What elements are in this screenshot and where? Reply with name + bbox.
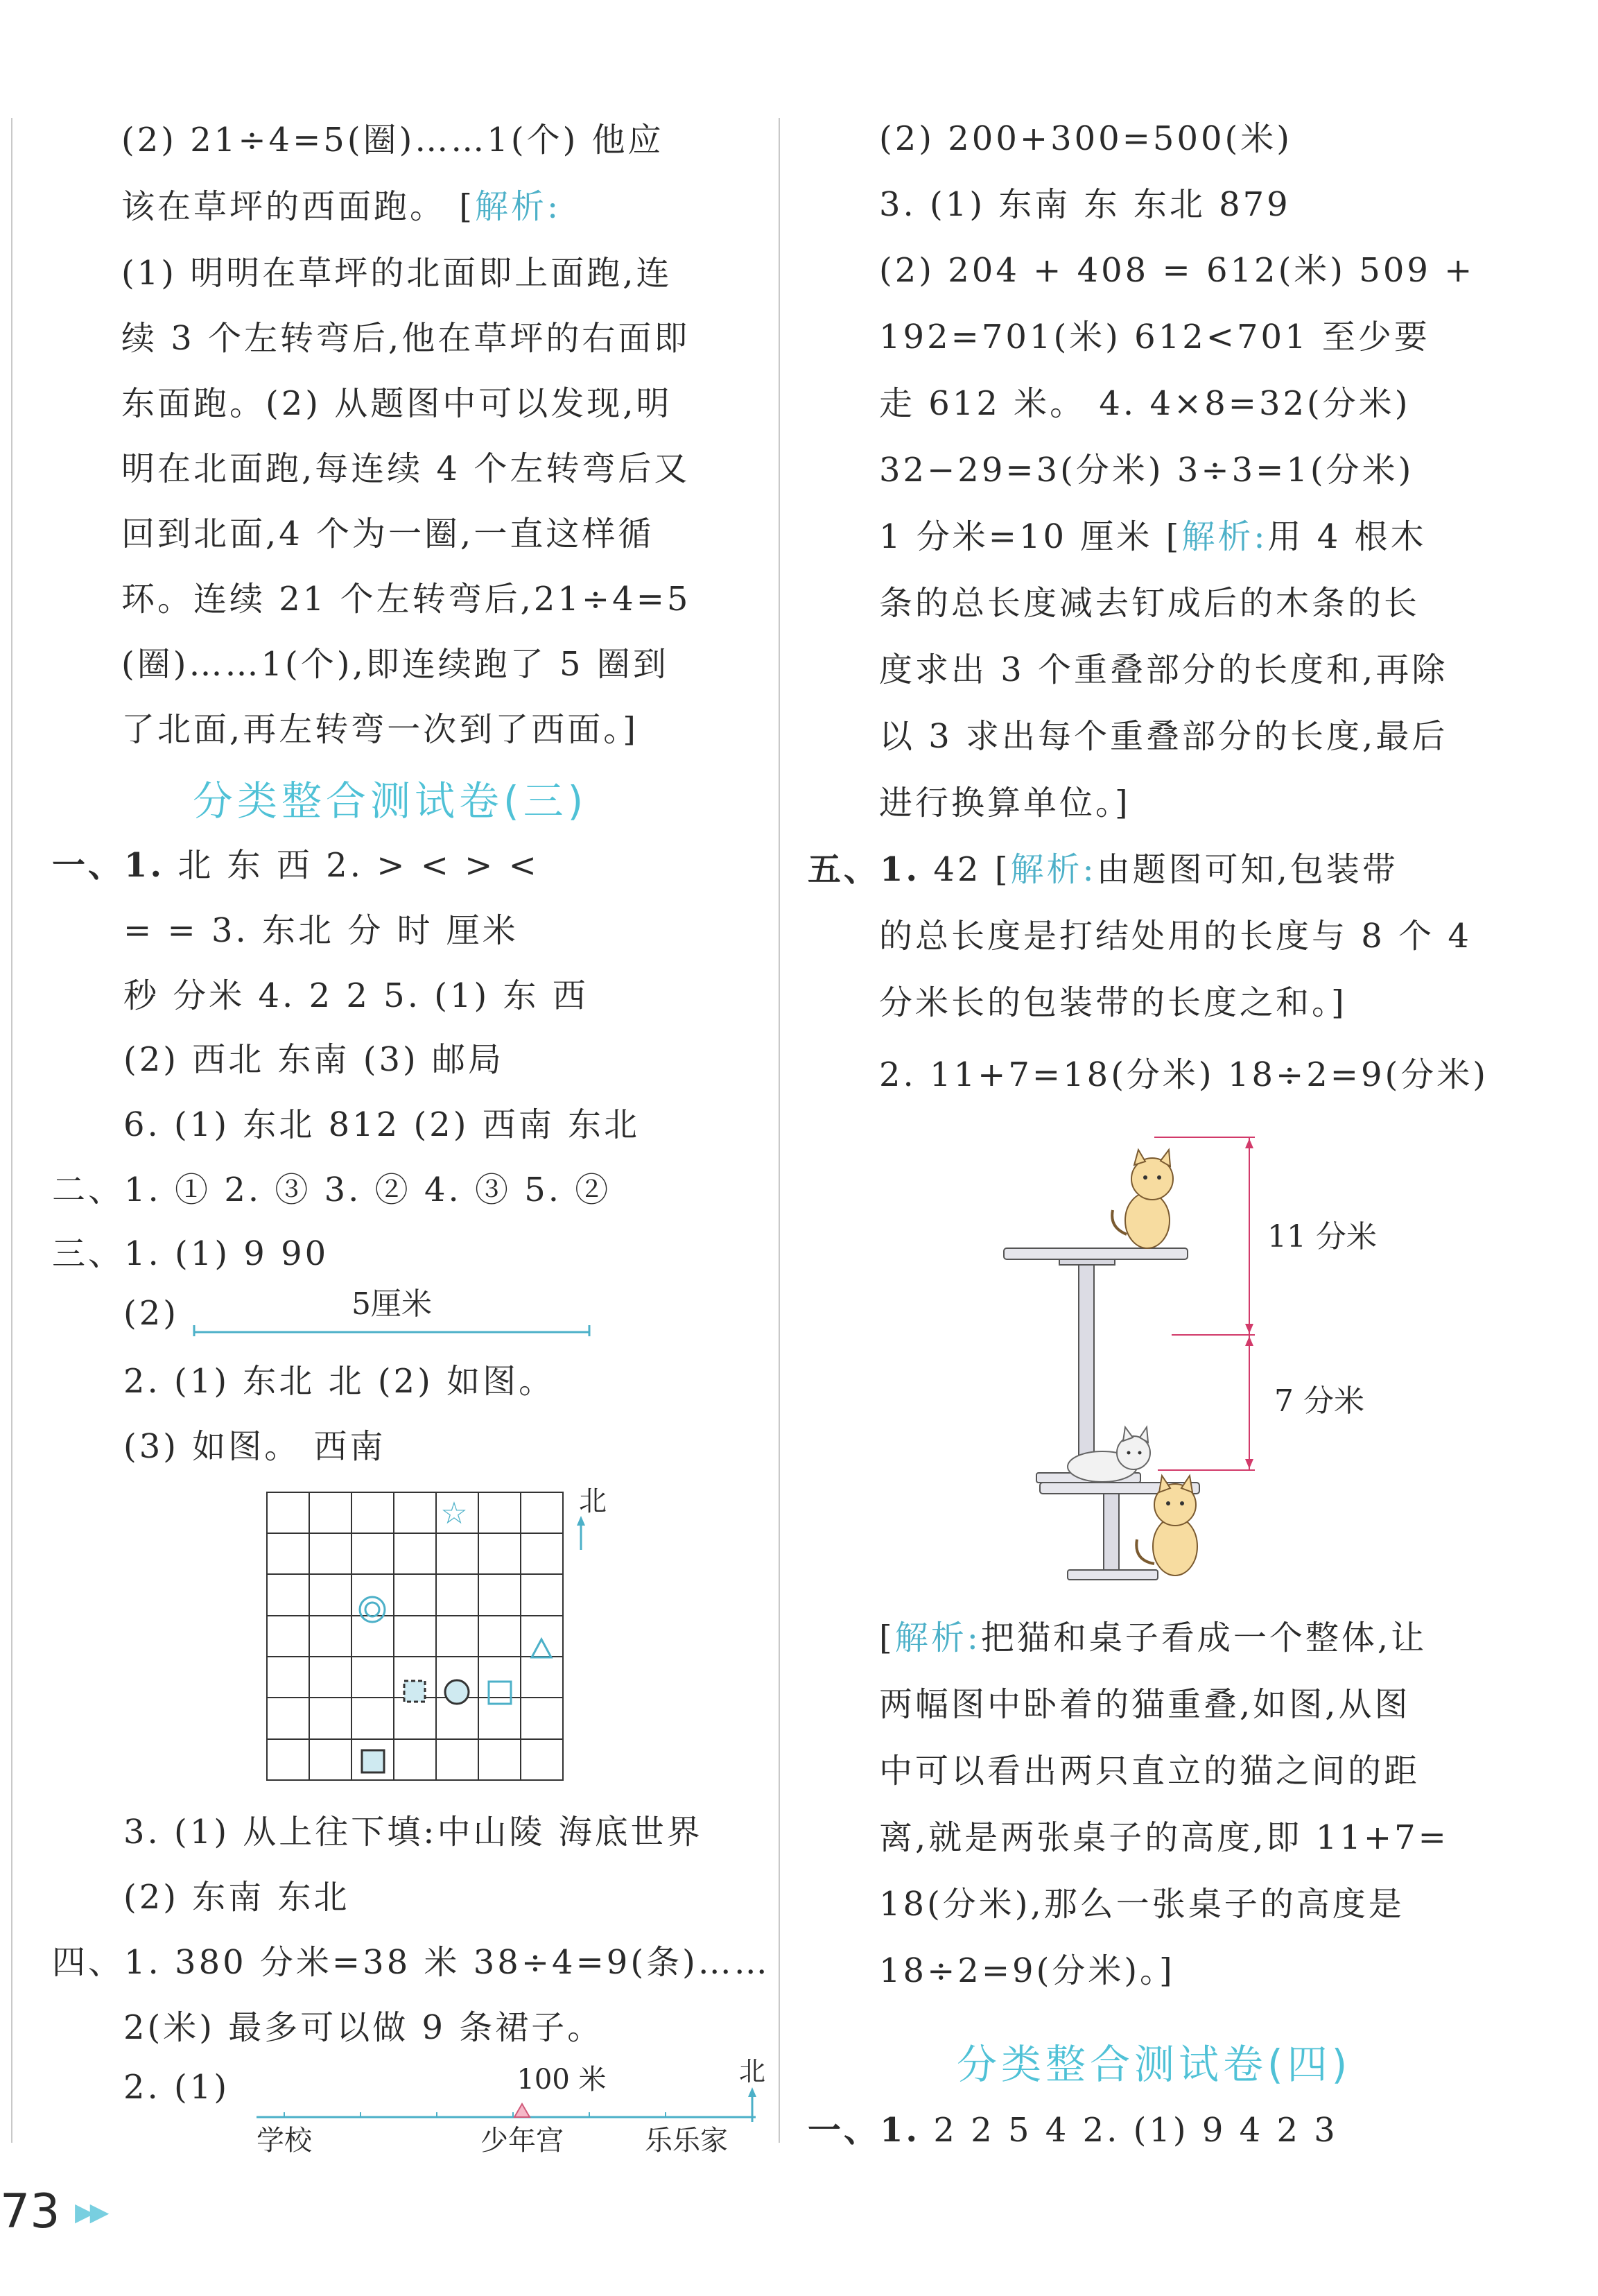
map-youth-palace-label: 少年宫 [480,2125,564,2157]
star-icon: ☆ [440,1496,468,1531]
analysis-line: 以 3 求出每个重叠部分的长度,最后 [879,717,1448,756]
analysis-label: 解析: [894,1619,981,1657]
question-number: 五、1. [808,850,921,889]
answer-line: 3. (1) 东南 东 东北 879 [879,185,1291,224]
answer-line: 2. (1) [123,2068,230,2107]
direction-grid-figure [260,1484,620,1789]
answer-line: 三、1. (1) 9 90 [52,1234,329,1273]
answer-line: 3. (1) 从上往下填:中山陵 海底世界 [123,1813,703,1852]
double-circle-inner [365,1603,379,1616]
dashed-square-icon [404,1681,425,1702]
left-margin-rule [11,118,12,2143]
answer-line: (2) 200+300=500(米) [879,119,1292,158]
analysis-line: (1) 明明在草坪的北面即上面跑,连 [121,254,672,293]
section-title: 分类整合测试卷(四) [957,2041,1352,2088]
lower-table-base [1068,1570,1158,1580]
segment-label: 5厘米 [351,1286,432,1322]
answer-line: 2(米) 最多可以做 9 条裙子。 [123,2008,604,2047]
analysis-label: 解析: [1181,517,1268,556]
answer-line: 四、1. 380 分米=38 米 38÷4=9(条)…… [52,1943,770,1982]
map-north-label: 北 [738,2056,766,2087]
answer-line [121,186,561,227]
analysis-line: 度求出 3 个重叠部分的长度和,再除 [879,650,1448,689]
analysis-label: 解析: [475,187,562,226]
analysis-line: 18(分米),那么一张桌子的高度是 [879,1885,1405,1924]
analysis-line: (圈)……1(个),即连续跑了 5 圈到 [121,645,669,684]
map-home-label: 乐乐家 [645,2125,728,2157]
cat-table-figure [991,1130,1421,1602]
answer-line [52,845,539,886]
north-arrow-icon [577,1516,585,1526]
upper-table-leg [1079,1265,1094,1473]
text: 用 4 根木 [1267,517,1427,556]
answer-line: 二、1. ① 2. ③ 3. ② 4. ③ 5. ② [52,1171,611,1209]
text: [ [879,1619,895,1657]
answer-line: (2) 21÷4=5(圈)……1(个) 他应 [121,121,664,159]
upper-table-brace [1059,1259,1115,1265]
analysis-line: 的总长度是打结处用的长度与 8 个 4 [879,917,1472,956]
answer-line: 走 612 米。 4. 4×8=32(分米) [879,384,1411,423]
route-map-figure [236,2053,770,2157]
youth-palace-marker [514,2104,530,2117]
analysis-line: 东面跑。(2) 从题图中可以发现,明 [121,384,672,423]
triangle-icon [532,1639,551,1657]
analysis-label: 解析: [1010,850,1097,889]
text: 把猫和桌子看成一个整体,让 [980,1619,1427,1657]
question-number: 一、1. [808,2111,921,2150]
question-number: 一、1. [52,846,165,885]
page-number: 73 [0,2184,60,2239]
answer-line: 192=701(米) 612<701 至少要 [879,318,1430,356]
text: 1 分米=10 厘米 [ [879,517,1182,556]
text: 42 [ [933,850,1011,889]
analysis-line: 分米长的包装带的长度之和。] [879,983,1347,1022]
answer-line: (2) [123,1294,179,1333]
answer-line: 秒 分米 4. 2 2 5. (1) 东 西 [123,976,589,1015]
answer-line: 2. 11+7=18(分米) 18÷2=9(分米) [879,1055,1488,1094]
map-school-label: 学校 [257,2125,312,2157]
arrow-up-icon [1245,1336,1253,1346]
answer-line [879,516,1427,558]
answer-line: (2) 204 + 408 = 612(米) 509 + [879,251,1475,290]
segment-5cm [187,1286,596,1342]
arrow-up-icon [1245,1139,1253,1148]
analysis-line: 回到北面,4 个为一圈,一直这样循 [121,515,654,553]
upper-dimension-label: 11 分米 [1267,1219,1377,1254]
text: 该在草坪的西面跑。 [ [121,187,475,226]
upper-table-top [1004,1248,1188,1259]
answer-line [808,2109,1338,2151]
answer-line: (3) 如图。 西南 [123,1427,386,1466]
page-arrows-icon: ▶▶ [75,2198,105,2227]
analysis-line: 明在北面跑,每连续 4 个左转弯后又 [121,449,691,488]
text: 北 东 西 2. > < > < [177,846,539,885]
text: 由题图可知,包装带 [1096,850,1398,889]
analysis-line: 环。连续 21 个左转弯后,21÷4=5 [121,580,691,619]
grid-lines [267,1492,563,1780]
analysis-line: 了北面,再左转弯一次到了西面。] [121,710,639,749]
arrow-down-icon [1245,1459,1253,1469]
answer-line: (2) 西北 东南 (3) 邮局 [123,1040,505,1079]
answer-line: 2. (1) 东北 北 (2) 如图。 [123,1362,555,1401]
standing-cat-icon [1112,1150,1173,1248]
map-north-arrow-icon [748,2087,756,2097]
text: 2 2 5 4 2. (1) 9 4 2 3 [933,2111,1338,2150]
answer-line [808,849,1398,890]
analysis-line [879,1617,1427,1659]
analysis-line: 续 3 个左转弯后,他在草坪的右面即 [121,319,691,358]
analysis-line: 进行换算单位。] [879,784,1131,822]
arrow-down-icon [1245,1324,1253,1333]
analysis-line: 18÷2=9(分米)。] [879,1951,1175,1990]
answer-line: (2) 东南 东北 [123,1878,350,1917]
square-outline-icon [489,1682,511,1704]
analysis-line: 离,就是两张桌子的高度,即 11+7= [879,1818,1449,1857]
map-distance-label: 100 米 [516,2064,607,2096]
analysis-line: 两幅图中卧着的猫重叠,如图,从图 [879,1685,1411,1724]
double-circle-icon [360,1597,385,1622]
circle-icon [445,1680,469,1704]
north-label: 北 [579,1485,607,1517]
answer-line: 6. (1) 东北 812 (2) 西南 东北 [123,1105,640,1144]
answer-line: = = 3. 东北 分 时 厘米 [123,911,519,950]
lower-dimension-label: 7 分米 [1274,1383,1364,1419]
analysis-line: 中可以看出两只直立的猫之间的距 [879,1752,1421,1790]
analysis-line: 条的总长度减去钉成后的木条的长 [879,584,1421,623]
square-icon [362,1750,384,1772]
answer-line: 32−29=3(分米) 3÷3=1(分米) [879,451,1414,490]
section-title: 分类整合测试卷(三) [193,777,588,825]
column-divider [779,118,780,2143]
lower-table-leg [1104,1494,1119,1570]
